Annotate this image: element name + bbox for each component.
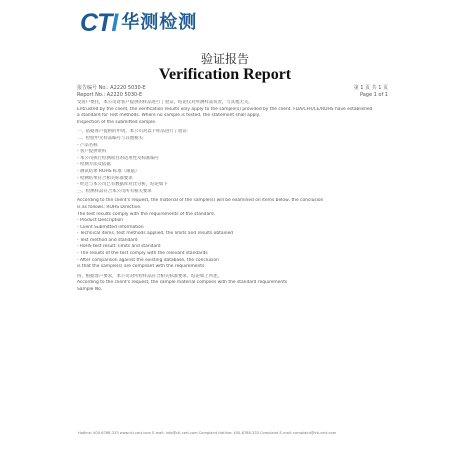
report-title-cn: 验证报告: [200, 52, 249, 66]
page-footer: Hotline: 400-6788-333 www.cti-cert.com E-mail: info@cti-cert.com Complaint Hotline: 400-6788-333 Complaint E-mail: complaint@cti-cert.com: [78, 431, 337, 435]
body-line: The test results comply with the requirements of the standard.: [77, 211, 216, 217]
body-line: According to the client's request, the material of the sample(s) will be examined on items below, the conclusion: [77, 198, 324, 204]
body-line: According to the client's request, the sample material complies with the standard requirements: [77, 280, 288, 286]
body-line: 四、根据客户要求，本公司对所检样品符合相关标准要求，结论如上所述。: [77, 273, 222, 279]
body-line: - After comparison against the existing database, the conclusion: [77, 257, 219, 263]
body-line: is as follows: ROHS Directive.: [77, 204, 142, 210]
body-line: - 经过与本公司已有数据库对比分析，结论如下: [77, 182, 168, 188]
body-line: - 本公司执行检测项目的适用性及标准编号: [77, 155, 160, 161]
report-number-block: [77, 85, 146, 99]
page-number-block: [320, 85, 388, 99]
body-line: - The results of the test comply with the relevant standards: [77, 251, 208, 257]
body-line: - Product Description: [77, 218, 124, 224]
logo-mark: CTI: [80, 9, 118, 37]
body-line: - RoHS test result: limits and standard: [77, 244, 161, 250]
body-line: - Technical items, test methods applied, the limits and results obtained: [77, 231, 234, 237]
report-title-en: Verification Report: [158, 66, 292, 83]
company-name-cn: 华测检测: [121, 12, 198, 33]
report-number-cn: 报告编号 No.: A2220 5030-E: [77, 85, 146, 91]
page-number-en: Page 1 of 1: [359, 92, 388, 98]
body-line: 受客户委托，本公司对客户提供的样品进行了验证，结论仅对所测样品负责，与其他无关。: [77, 100, 253, 105]
body-line: 二、检验中无样品编号与其他相关：: [77, 135, 148, 141]
body-line: - 测试结果 ROHS 标准（限值）: [77, 168, 140, 174]
page-number-cn: 第 1 页 共 1 页: [353, 85, 388, 91]
body-line: Entrusted by the client, the verification results only apply to the sample(s) provided by the client. FDA/CFR/CE/ROHS have established: [77, 106, 373, 112]
body-line: 一、依据客户提供的申请，本公司对以下样品进行了验证：: [77, 129, 192, 135]
body-line: - 客户提供资料: [77, 149, 107, 155]
body-line: Sample No.: [77, 287, 103, 293]
report-body: [77, 100, 387, 294]
body-line: 三、检测样品符合本公司所有相关要求: [77, 188, 152, 194]
body-line: - 检测方法及依据: [77, 162, 111, 168]
body-line: - 产品名称: [77, 142, 98, 148]
body-line: - Test method and standard: [77, 237, 138, 243]
body-line: - Client Submitted information: [77, 224, 144, 230]
body-line: is that the sample(s) are compliant with the requirements.: [77, 264, 206, 270]
report-number-en: Report No.: A2220 5030-E: [77, 92, 143, 98]
body-line: - 检测结果符合相关标准要求: [77, 175, 133, 181]
company-logo: [80, 10, 197, 36]
body-line: Inspection of the submitted sample.: [77, 119, 157, 125]
body-line: a standard for Test methods. Where no sample is tested, the statement shall apply.: [77, 113, 260, 119]
